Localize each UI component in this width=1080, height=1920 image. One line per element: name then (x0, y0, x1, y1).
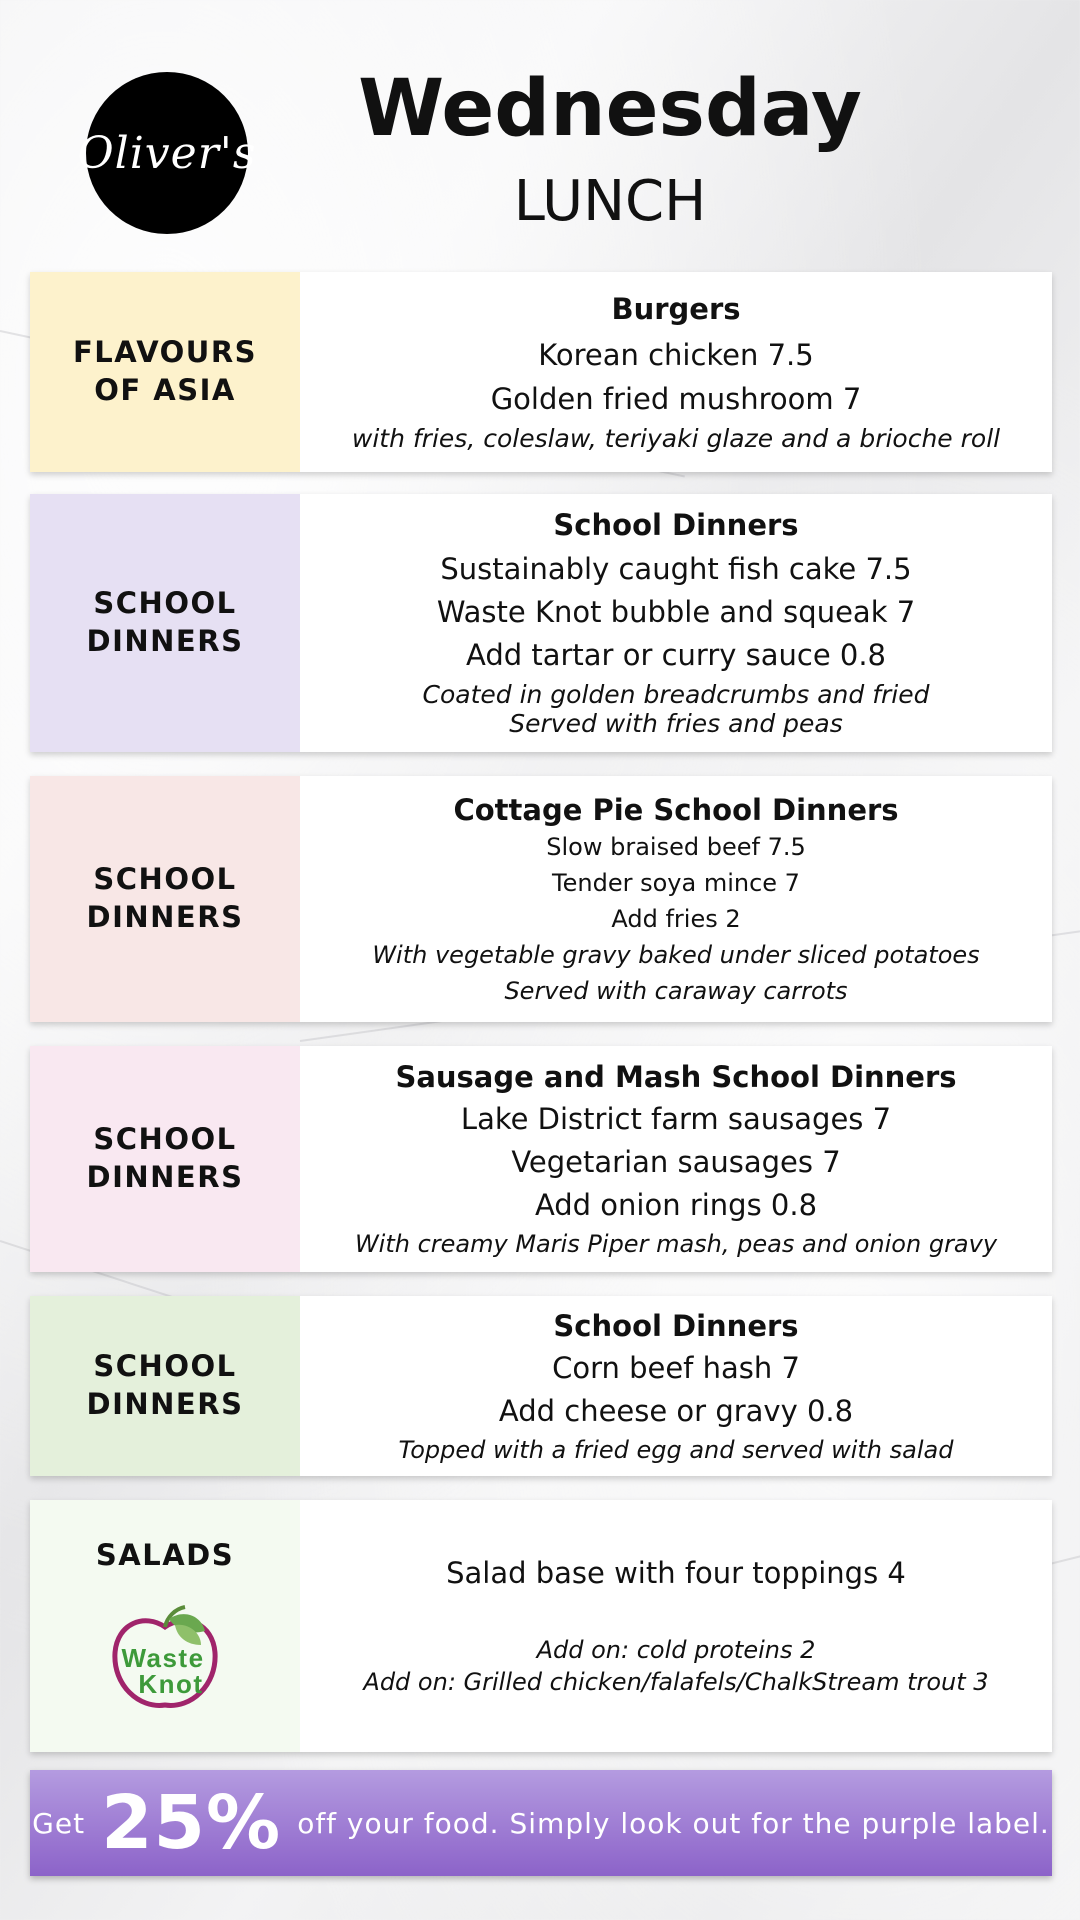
menu-section-cottage-pie (30, 776, 1052, 1022)
menu-item: Korean chicken 7.5 (538, 337, 814, 372)
menu-item: Slow braised beef 7.5 (546, 833, 806, 861)
section-content (300, 494, 1052, 752)
menu-item: Waste Knot bubble and squeak 7 (436, 595, 916, 629)
logo-text: Oliver's (77, 127, 257, 179)
section-content (300, 1500, 1052, 1752)
banner-prefix: Get (32, 1806, 86, 1840)
menu-note: Topped with a fried egg and served with salad (398, 1435, 954, 1464)
section-content (300, 272, 1052, 472)
menu-item: Sustainably caught fish cake 7.5 (440, 552, 912, 586)
section-label-text: SCHOOL DINNERS (86, 586, 244, 658)
menu-note: Add on: cold proteins 2 (536, 1636, 816, 1664)
menu-item: Lake District farm sausages 7 (460, 1102, 892, 1136)
section-label (30, 494, 300, 752)
section-label-text: SCHOOL DINNERS (86, 1349, 244, 1421)
section-content (300, 776, 1052, 1022)
section-label-text: SCHOOL DINNERS (86, 862, 244, 934)
section-label-text: SCHOOL DINNERS (86, 1122, 244, 1194)
menu-item: Tender soya mince 7 (552, 869, 800, 897)
menu-item: Golden fried mushroom 7 (490, 381, 862, 416)
menu-item: Vegetarian sausages 7 (511, 1145, 841, 1179)
menu-item: Add onion rings 0.8 (534, 1188, 818, 1222)
meal-title: LUNCH (513, 169, 707, 234)
menu-note: Served with fries and peas (509, 709, 843, 738)
section-content (300, 1046, 1052, 1272)
day-title: Wednesday (358, 64, 862, 154)
waste-knot-word-2: Knot (138, 1668, 204, 1699)
menu-section-corn-beef (30, 1296, 1052, 1476)
section-title: Sausage and Mash School Dinners (395, 1060, 957, 1094)
section-title: Cottage Pie School Dinners (453, 793, 899, 827)
menu-item: Add tartar or curry sauce 0.8 (465, 638, 887, 672)
waste-knot-logo (105, 1605, 225, 1715)
menu-item: Salad base with four toppings 4 (446, 1556, 906, 1590)
section-content (300, 1296, 1052, 1476)
menu-note: Coated in golden breadcrumbs and fried (422, 680, 930, 709)
banner-suffix: off your food. Simply look out for the purple label. (297, 1806, 1050, 1840)
section-label (30, 1046, 300, 1272)
menu-section-flavours-of-asia (30, 272, 1052, 472)
section-title: School Dinners (553, 1308, 799, 1343)
menu-note: With creamy Maris Piper mash, peas and onion gravy (354, 1230, 998, 1258)
banner-discount: 25% (101, 1780, 282, 1866)
page-heading (330, 64, 890, 234)
menu-note: With vegetable gravy baked under sliced potatoes (372, 941, 980, 969)
section-label (30, 272, 300, 472)
menu-item: Add cheese or gravy 0.8 (498, 1393, 854, 1428)
menu-note: Served with caraway carrots (504, 977, 848, 1005)
menu-section-salads (30, 1500, 1052, 1752)
section-label-text: FLAVOURS OF ASIA (72, 335, 258, 407)
discount-banner (30, 1770, 1052, 1876)
menu-note: Add on: Grilled chicken/falafels/ChalkStream trout 3 (363, 1668, 989, 1696)
section-title: School Dinners (553, 508, 799, 542)
menu-note: with fries, coleslaw, teriyaki glaze and a brioche roll (351, 423, 1001, 453)
olivers-logo (77, 72, 257, 234)
section-label-text: SALADS (95, 1538, 235, 1573)
menu-section-school-dinners-fish (30, 494, 1052, 752)
menu-item: Add fries 2 (611, 905, 741, 933)
menu-section-sausage-mash (30, 1046, 1052, 1272)
section-label (30, 1296, 300, 1476)
menu-item: Corn beef hash 7 (552, 1350, 800, 1385)
section-label (30, 776, 300, 1022)
section-title: Burgers (611, 291, 741, 326)
section-label (30, 1500, 300, 1752)
waste-knot-word-1: Waste (121, 1642, 205, 1673)
